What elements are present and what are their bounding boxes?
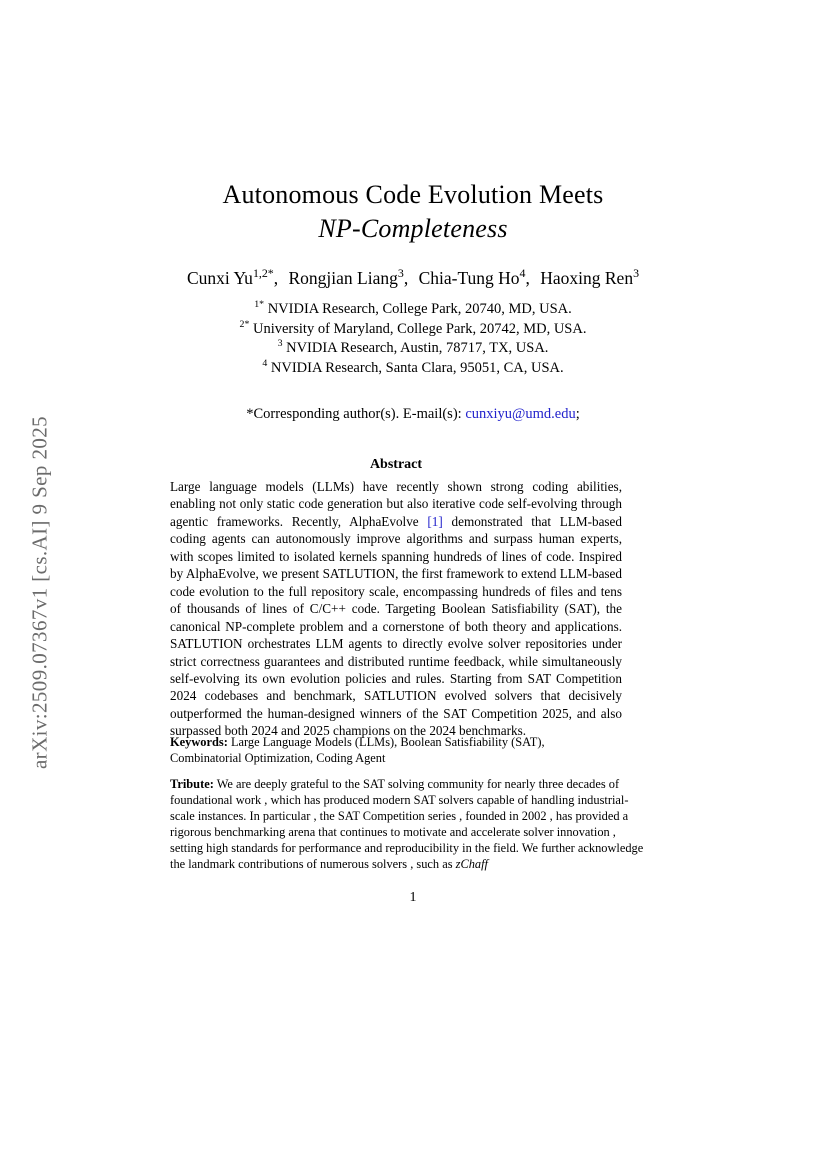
corresponding-prefix: *Corresponding author(s). E-mail(s): xyxy=(246,406,466,422)
affiliation-item xyxy=(113,320,713,340)
title-line-1: Autonomous Code Evolution Meets xyxy=(222,180,604,209)
tribute-section xyxy=(170,776,648,873)
author-entry xyxy=(540,268,639,288)
author-affiliation-marker: 4 xyxy=(519,266,526,281)
abstract-body xyxy=(170,478,622,740)
author-entry: Cunxi $Yu^{1,2*}$, xyxy=(186,266,279,288)
keywords-text: Large Language Models (LLMs), Boolean Satisfiability (SAT), Combinatorial Optimization, Coding Agent xyxy=(170,735,545,765)
page-title xyxy=(113,178,713,246)
tribute-label: Tribute: xyxy=(170,777,214,791)
affiliation-text: University of Maryland, College Park, 20742, MD, USA. xyxy=(253,320,587,337)
affiliation-marker: 2* xyxy=(239,318,250,330)
affiliation-item xyxy=(113,300,713,320)
author-name: Haoxing Ren xyxy=(540,268,634,288)
author-affiliation-marker: 3 xyxy=(397,266,404,281)
affiliation-marker: 4 xyxy=(262,357,268,369)
affiliation-text: NVIDIA Research, Santa Clara, 95051, CA, USA. xyxy=(270,359,564,376)
author-entry: Chia-Tung Ho$^4$, xyxy=(418,266,530,288)
author-affiliation-marker: 1,2* xyxy=(252,266,274,281)
corresponding-author-note xyxy=(113,406,713,423)
author-name: Rongjian Liang xyxy=(288,268,398,288)
corresponding-email-link[interactable]: cunxiyu@umd.edu xyxy=(465,406,576,422)
keywords-label: Keywords: xyxy=(170,735,228,749)
affiliation-marker: 3 xyxy=(277,338,283,350)
affiliation-list xyxy=(113,300,713,378)
author-affiliation-marker: 3 xyxy=(633,266,640,281)
author-name: Cunxi Yu xyxy=(186,268,253,288)
tribute-italic-term: zChaff xyxy=(455,857,488,872)
abstract-heading: Abstract xyxy=(369,457,423,472)
page-number: 1 xyxy=(409,890,417,905)
affiliation-item xyxy=(113,359,713,379)
arxiv-stamp-text: arXiv:2509.07367v1 [cs.AI] 9 Sep 2025 xyxy=(27,415,52,770)
abstract-text-part-2: demonstrated that LLM-based coding agents can autonomously improve algorithms and surpass human experts, with scopes limited to isolated kernels spanning hundreds of lines of code. Inspired by AlphaEvolve, we present SATLUTION, the first framework to extend LLM-based code evolution to the full repository scale, encompassing hundreds of files and tens of thousands of lines of C/C++ code. Targeting Boolean Satisfiability (SAT), the canonical NP-complete problem and a cornerstone of both theory and applications. SATLUTION orchestrates LLM agents to directly evolve solver repositories under strict correctness guarantees and distributed runtime feedback, while simultaneously self-evolving its own evolution policies and rules. Starting from SAT Competition 2024 codebases and benchmark, SATLUTION evolved solvers that decisively outperformed the human-designed winners of the SAT Competition 2025, and also surpassed both 2024 and 2025 champions on the 2024 benchmarks. xyxy=(170,513,622,739)
affiliation-text: NVIDIA Research, College Park, 20740, MD, USA. xyxy=(267,301,572,317)
affiliation-text: NVIDIA Research, Austin, 78717, TX, USA. xyxy=(286,340,549,357)
tribute-text: We are deeply grateful to the SAT solving community for nearly three decades of foundational work , which has produced modern SAT solvers capable of handling industrial-scale instances. In particular , the SAT Competition series , founded in 2002 , has provided a rigorous benchmarking arena that continues to motivate and accelerate solver innovation , setting high standards for performance and reproducibility in the field. We further acknowledge the landmark contributions of numerous solvers , such as xyxy=(170,777,644,872)
corresponding-suffix: ; xyxy=(575,406,580,422)
title-line-2: NP-Completeness xyxy=(318,214,508,243)
author-list xyxy=(113,266,713,290)
author-name: Chia-Tung Ho xyxy=(418,268,520,288)
author-entry: Rongjian Liang$^3$, xyxy=(288,266,409,288)
keywords-section xyxy=(170,734,570,766)
affiliation-item xyxy=(113,339,713,359)
abstract-text-part-1: Large language models (LLMs) have recently shown strong coding abilities, enabling not only static code generation but also iterative code self-evolving through agentic frameworks. Recently, AlphaEvolve xyxy=(170,479,622,529)
citation-link-1[interactable]: [1] xyxy=(427,513,443,529)
affiliation-marker: 1* xyxy=(254,299,265,311)
